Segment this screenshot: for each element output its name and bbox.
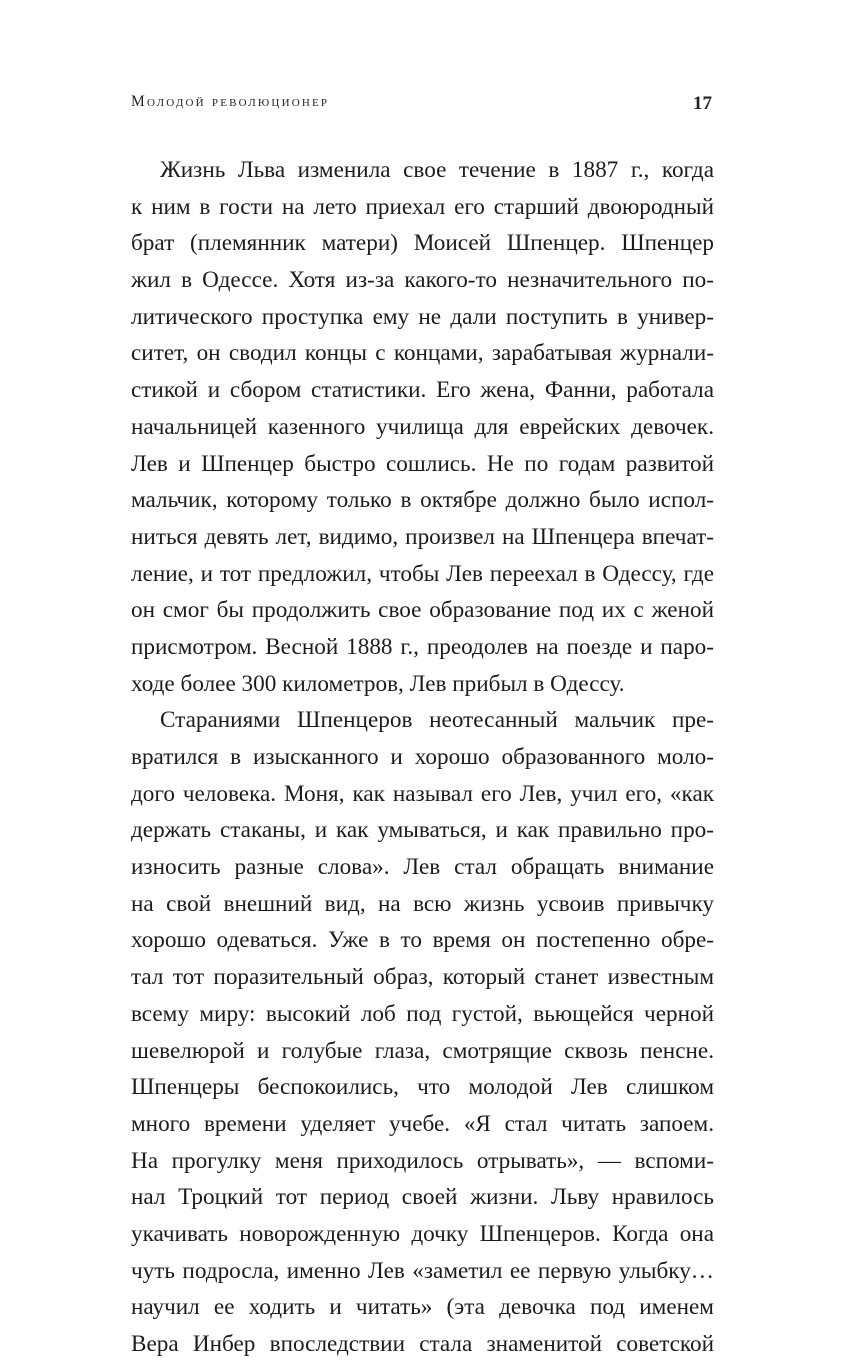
- text-line: брат (племянник матери) Моисей Шпенцер. Шпенцер: [131, 230, 714, 257]
- paragraph-1: [131, 152, 714, 702]
- text-line: он смог бы продолжить свое образование под их с женой: [131, 597, 714, 624]
- text-line: укачивать новорожденную дочку Шпенцеров. Когда она: [131, 1220, 714, 1247]
- text-line: Жизнь Льва изменила свое течение в 1887 г., когда: [160, 157, 714, 183]
- text-line: на свой внешний вид, на всю жизнь усвоив привычку: [131, 890, 714, 917]
- text-line: к ним в гости на лето приехал его старший двоюродный: [131, 193, 714, 220]
- paragraph-2: [131, 702, 714, 1362]
- text-line: Вера Инбер впоследствии стала знаменитой советской: [131, 1331, 714, 1357]
- text-line: ление, и тот предложил, чтобы Лев переехал в Одессу, где: [131, 560, 714, 587]
- text-line: Шпенцеры беспокоились, что молодой Лев слишком: [131, 1074, 714, 1101]
- page-number: 17: [693, 93, 712, 114]
- text-line: тал тот поразительный образ, который станет известным: [131, 964, 714, 991]
- text-line: нал Троцкий тот период своей жизни. Льву нравилось: [131, 1184, 714, 1211]
- text-line: хорошо одеваться. Уже в то время он постепенно обре-: [131, 927, 714, 954]
- text-line: вратился в изысканного и хорошо образованного моло-: [131, 744, 714, 770]
- text-line: износить разные слова». Лев стал обращать внимание: [131, 854, 714, 881]
- text-line: На прогулку меня приходилось отрывать», — вспоми-: [131, 1147, 714, 1174]
- text-line: жил в Одессе. Хотя из-за какого-то незначительного по-: [131, 267, 714, 294]
- text-line: научил ее ходить и читать» (эта девочка под именем: [131, 1294, 714, 1321]
- text-line: чуть подросла, именно Лев «заметил ее первую улыбку…: [131, 1257, 714, 1284]
- text-line: ситет, он сводил концы с концами, зарабатывая журнали-: [131, 340, 714, 367]
- text-line: начальницей казенного училища для еврейских девочек.: [131, 413, 714, 440]
- text-line: шевелюрой и голубые глаза, смотрящие сквозь пенсне.: [131, 1037, 714, 1064]
- text-line: ниться девять лет, видимо, произвел на Шпенцера впечат-: [131, 523, 714, 550]
- running-head: Молодой революционер: [131, 93, 330, 110]
- text-line: стикой и сбором статистики. Его жена, Фанни, работала: [131, 377, 714, 404]
- text-line: много времени уделяет учебе. «Я стал читать запоем.: [131, 1110, 714, 1137]
- text-line: дого человека. Моня, как называл его Лев, учил его, «как: [131, 780, 714, 807]
- text-line: мальчик, которому только в октябре должно было испол-: [131, 487, 714, 514]
- text-line: держать стаканы, и как умываться, и как правильно про-: [131, 817, 714, 844]
- text-line: Стараниями Шпенцеров неотесанный мальчик пре-: [160, 707, 714, 734]
- text-line: присмотром. Весной 1888 г., преодолев на поезде и паро-: [131, 633, 714, 660]
- text-line: ходе более 300 километров, Лев прибыл в Одессу.: [131, 670, 625, 697]
- body-text: [131, 152, 714, 1363]
- text-line: литического проступка ему не дали поступить в универ-: [131, 303, 714, 330]
- text-line: Лев и Шпенцер быстро сошлись. Не по годам развитой: [131, 450, 714, 477]
- text-line: всему миру: высокий лоб под густой, вьющейся черной: [131, 1000, 714, 1027]
